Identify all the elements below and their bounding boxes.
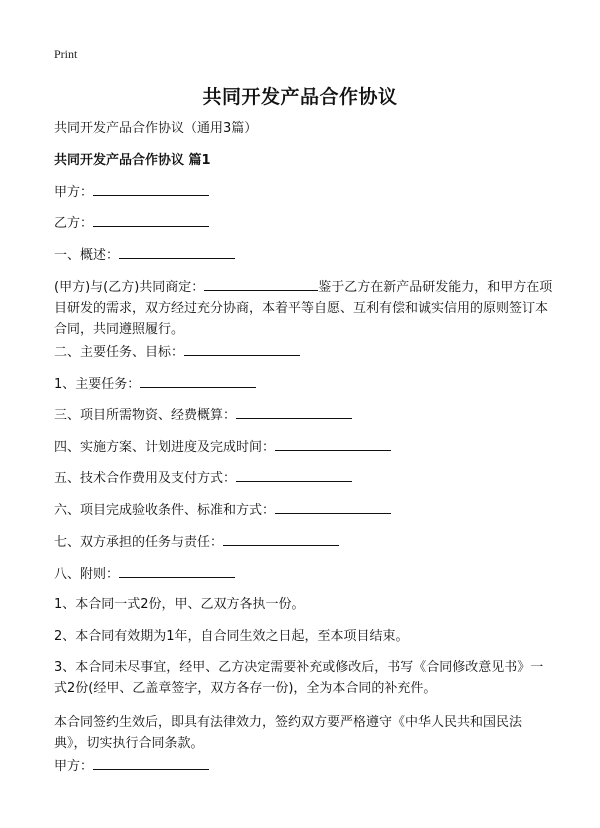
item-7-label: 七、双方承担的任务与责任： [54,535,224,550]
item-2-1-blank [140,373,256,388]
item-2-line [54,341,554,363]
intro-paragraph [54,276,554,340]
item-3-line [54,404,554,426]
intro-prefix: (甲方)与(乙方)共同商定： [54,280,205,295]
item-6-line [54,499,554,521]
party-a-blank [93,181,209,196]
party-a-sign-label: 甲方： [54,759,94,774]
party-a-sign-line [54,755,554,777]
item-6-blank [275,499,391,514]
item-8-label: 八、附则： [54,567,120,582]
clause-3: 3、本合同未尽事宜，经甲、乙方决定需要补充或修改后，书写《合同修改意见书》一式2份(经甲、乙盖章签字，双方各存一份)，全为本合同的补充件。 [54,660,544,696]
intro-rest: 鉴于乙方在新产品研发能力，和甲方在项目研发的需求，双方经过充分协商，本着平等自愿、互利有偿和诚实信用的原则签订本合同，共同遵照履行。 [54,280,553,337]
item-4-line [54,436,554,458]
party-a-line [54,181,554,203]
item-7-blank [223,531,339,546]
intro-blank [204,276,318,291]
party-b-line [54,212,554,234]
item-2-1-line [54,373,554,395]
item-3-label: 三、项目所需物资、经费概算： [54,408,237,423]
overview-label: 一、概述： [54,248,120,263]
item-4-blank [275,436,391,451]
item-2-1-label: 1、主要任务： [54,377,141,392]
overview-line [54,244,554,266]
item-6-label: 六、项目完成验收条件、标准和方式： [54,503,276,518]
document-title: 共同开发产品合作协议 [202,86,398,108]
item-2-label: 二、主要任务、目标： [54,345,185,360]
print-link[interactable]: Print [54,47,78,61]
clause-1: 1、本合同一式2份，甲、乙双方各执一份。 [54,597,305,612]
item-5-blank [236,467,352,482]
document-subtitle: 共同开发产品合作协议（通用3篇） [54,121,258,136]
item-8-line [54,563,554,585]
item-7-line [54,531,554,553]
item-4-label: 四、实施方案、计划进度及完成时间： [54,440,276,455]
item-8-blank [119,563,235,578]
party-b-label: 乙方： [54,216,94,231]
overview-blank [119,244,235,259]
item-5-line [54,467,554,489]
item-3-blank [236,404,352,419]
item-5-label: 五、技术合作费用及支付方式： [54,471,237,486]
effect-paragraph: 本合同签约生效后，即具有法律效力，签约双方要严格遵守《中华人民共和国民法典》，切实执行合同条款。 [54,715,523,751]
item-2-blank [184,341,300,356]
section-heading: 共同开发产品合作协议 篇1 [54,153,211,168]
party-b-blank [93,212,209,227]
party-a-label: 甲方： [54,185,94,200]
party-a-sign-blank [93,755,209,770]
clause-2: 2、本合同有效期为1年，自合同生效之日起，至本项目结束。 [54,629,409,644]
